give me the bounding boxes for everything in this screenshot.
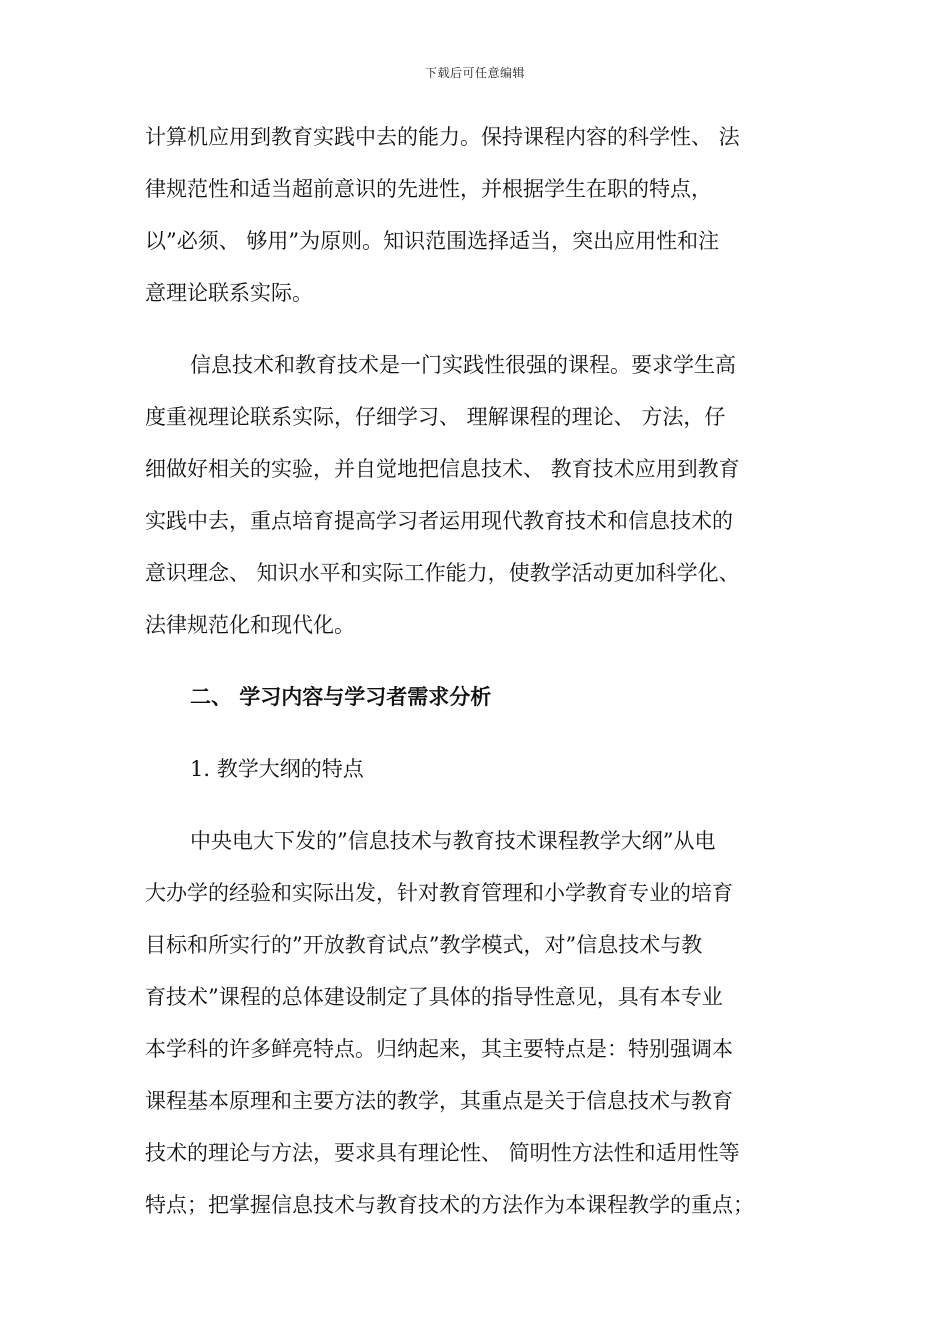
paragraph2-line-4: 实践中去，重点培育提高学习者运用现代教育技术和信息技术的 [145, 509, 733, 533]
paragraph2-line-5: 意识理念、 知识水平和实际工作能力，使教学活动更加科学化、 [145, 561, 740, 585]
section-heading: 二、 学习内容与学习者需求分析 [190, 685, 492, 709]
paragraph3-line-3: 目标和所实行的”开放教育试点”教学模式，对”信息技术与教 [145, 933, 703, 957]
paragraph3-line-1: 中央电大下发的”信息技术与教育技术课程教学大纲”从电 [190, 829, 716, 853]
paragraph2-line-6: 法律规范化和现代化。 [145, 613, 355, 637]
paragraph1-line-1: 计算机应用到教育实践中去的能力。保持课程内容的科学性、 法 [145, 125, 740, 149]
paragraph1-line-2: 律规范性和适当超前意识的先进性，并根据学生在职的特点， [145, 177, 712, 201]
paragraph1-line-3: 以”必须、 够用”为原则。知识范围选择适当，突出应用性和注 [145, 229, 720, 253]
paragraph1-line-4: 意理论联系实际。 [145, 281, 313, 305]
paragraph2-line-1: 信息技术和教育技术是一门实践性很强的课程。要求学生高 [190, 353, 736, 377]
paragraph3-line-7: 技术的理论与方法，要求具有理论性、 简明性方法性和适用性等 [145, 1141, 740, 1165]
paragraph2-line-2: 度重视理论联系实际，仔细学习、 理解课程的理论、 方法，仔 [145, 405, 726, 429]
subheading: 1. 教学大纲的特点 [190, 757, 364, 781]
paragraph3-line-5: 本学科的许多鲜亮特点。归纳起来，其主要特点是：特别强调本 [145, 1037, 733, 1061]
paragraph3-line-6: 课程基本原理和主要方法的教学，其重点是关于信息技术与教育 [145, 1089, 733, 1113]
paragraph3-line-4: 育技术”课程的总体建设制定了具体的指导性意见，具有本专业 [145, 985, 723, 1009]
paragraph3-line-2: 大办学的经验和实际出发，针对教育管理和小学教育专业的培育 [145, 881, 733, 905]
paragraph3-line-8: 特点；把掌握信息技术与教育技术的方法作为本课程教学的重点； [145, 1193, 754, 1217]
paragraph2-line-3: 细做好相关的实验，并自觉地把信息技术、 教育技术应用到教育 [145, 457, 740, 481]
page-header: 下载后可任意编辑 [424, 66, 525, 80]
